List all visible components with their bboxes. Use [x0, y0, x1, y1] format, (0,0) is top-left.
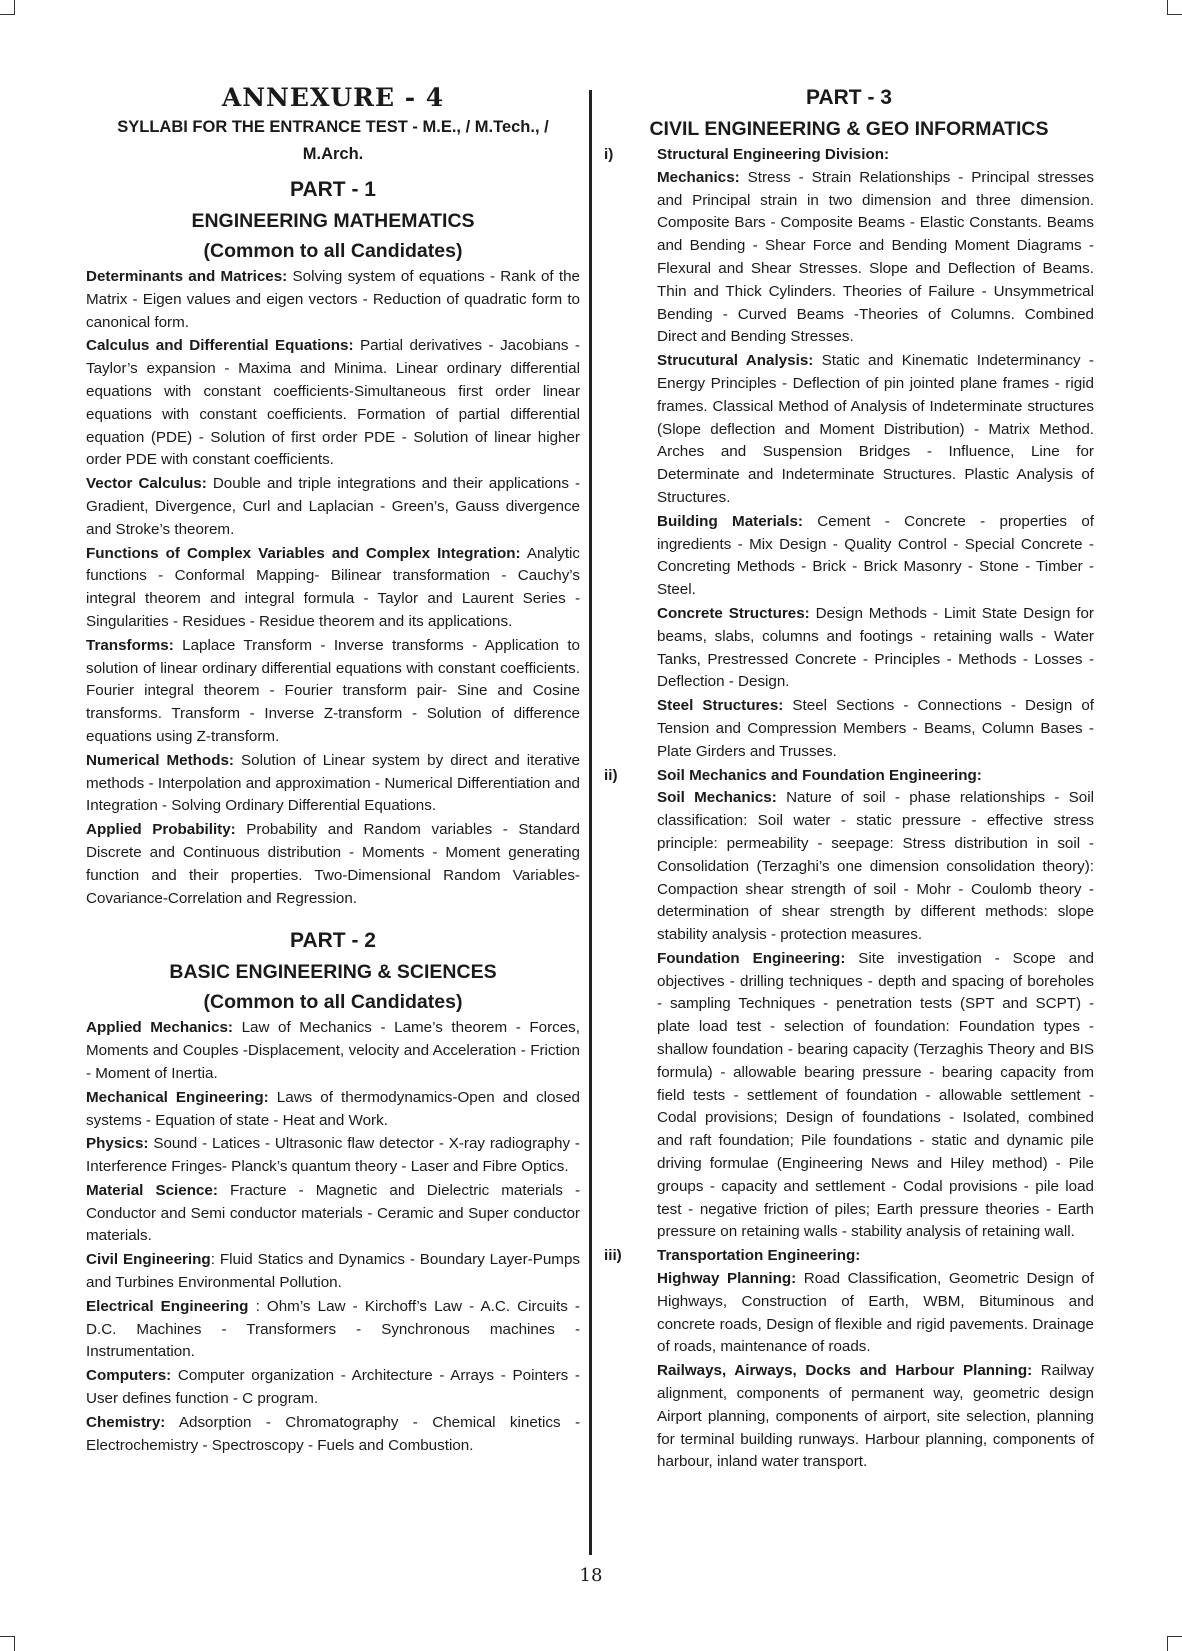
- topic-paragraph: [86, 1133, 580, 1179]
- division-header: [604, 765, 1094, 788]
- part2-note: (Common to all Candidates): [203, 991, 463, 1014]
- topic-text: Road Classification, Geometric Design of Highways, Construction of Earth, WBM, Bituminous and concrete roads, Design of flexible and rigid pavements. Drainage of roads, maintenance of roads.: [657, 1270, 1094, 1356]
- topic-paragraph: [657, 603, 1094, 694]
- topic-label: Applied Probability:: [86, 821, 236, 839]
- topic-paragraph: [86, 819, 580, 910]
- topic-text: Design Methods - Limit State Design for beams, slabs, columns and footings - retaining walls - Water Tanks, Prestressed Concrete - Principles - Methods - Losses - Deflection - Design.: [657, 604, 1094, 691]
- topic-paragraph: [657, 695, 1094, 763]
- topic-paragraph: [86, 543, 580, 634]
- topic-text: Static and Kinematic Indeterminancy - Energy Principles - Deflection of pin jointed plane frames - rigid frames. Classical Method of Analysis of Indeterminate structures (Slope deflection and Moment Distribution) - Matrix Method. Arches and Suspension Bridges - Influence, Line for Determinate and Indeterminate Structures. Plastic Analysis of Structures.: [657, 352, 1094, 506]
- topic-text: : Fluid Statics and Dynamics - Boundary Layer-Pumps and Turbines Environmental Pollution.: [86, 1251, 580, 1292]
- topic-paragraph: [86, 1365, 580, 1411]
- crop-mark-top-right: [1167, 0, 1182, 15]
- topic-text: Solution of Linear system by direct and iterative methods - Interpolation and approximation - Numerical Differentiation and Integration - Solving Ordinary Differential Equations.: [86, 751, 580, 815]
- part1-heading: ENGINEERING MATHEMATICS: [191, 210, 475, 232]
- syllabus-subtitle: SYLLABI FOR THE ENTRANCE TEST - M.E., / M.Tech., / M.Arch.: [117, 118, 549, 163]
- topic-paragraph: [657, 1268, 1094, 1359]
- topic-label: Civil Engineering: [86, 1251, 211, 1269]
- topic-text: Fracture - Magnetic and Dielectric materials - Conductor and Semi conductor materials - Ceramic and Super conductor materials.: [86, 1181, 580, 1245]
- topic-paragraph: [86, 266, 580, 334]
- part2-title: PART - 2: [290, 929, 376, 953]
- column-divider: [589, 90, 592, 1555]
- topic-text: Nature of soil - phase relationships - Soil classification: Soil water - static pressure - effective stress principle: permeability - seepage: Stress distribution in soil - Consolidation (Terzaghi’s one dimension consolidation theory): Compaction shear strength of soil - Mohr - Coulomb theory - determination of shear strength by different methods: slope stability analysis - protection measures.: [657, 789, 1094, 944]
- topic-label: Strucutural Analysis:: [657, 352, 814, 370]
- topic-label: Mechanics:: [657, 168, 740, 186]
- topic-paragraph: [86, 750, 580, 818]
- topic-paragraph: [86, 1017, 580, 1085]
- topic-text: Railway alignment, components of permanent way, geometric design Airport planning, components of airport, site selection, planning for terminal building runways. Harbour planning, components of harbour, inland water transport.: [657, 1362, 1094, 1471]
- topic-label: Computers:: [86, 1367, 172, 1385]
- topic-paragraph: [86, 1296, 580, 1364]
- topic-label: Transforms:: [86, 636, 174, 654]
- crop-mark-bottom-right: [1167, 1636, 1182, 1651]
- topic-text: Computer organization - Architecture - Arrays - Pointers - User defines function - C program.: [86, 1367, 580, 1408]
- topic-paragraph: [86, 1087, 580, 1133]
- topic-text: Analytic functions - Conformal Mapping- Bilinear transformation - Cauchy’s integral theorem and integral formula - Taylor and Laurent Series - Singularities - Residues - Residue theorem and its applications.: [86, 544, 581, 630]
- topic-text: Laws of thermodynamics-Open and closed systems - Equation of state - Heat and Work.: [86, 1088, 580, 1129]
- topic-text: Law of Mechanics - Lame’s theorem - Forces, Moments and Couples -Displacement, velocity and Acceleration - Friction - Moment of Inertia.: [86, 1019, 580, 1082]
- division-header: [604, 144, 1094, 167]
- topic-text: Stress - Strain Relationships - Principal stresses and Principal strain in two dimension and three dimension. Composite Bars - Composite Beams - Elastic Constants. Beams and Bending - Shear Force and Bending Moment Diagrams - Flexural and Shear Stresses. Slope and Deflection of Beams. Thin and Thick Cylinders. Theories of Failure - Unsymmetrical Bending - Curved Beams -Theories of Columns. Combined Direct and Bending Stresses.: [657, 168, 1094, 346]
- topic-text: Sound - Latices - Ultrasonic flaw detector - X-ray radiography - Interference Fringes- Planck’s quantum theory - Laser and Fibre Optics.: [86, 1135, 580, 1176]
- topic-label: Concrete Structures:: [657, 604, 810, 622]
- topic-text: Probability and Random variables - Standard Discrete and Continuous distribution - Moments - Moment generating function and their properties. Two-Dimensional Random Variables-Covariance-Correlation and Regression.: [86, 821, 580, 907]
- topic-paragraph: [657, 511, 1094, 602]
- topic-text: Cement - Concrete - properties of ingredients - Mix Design - Quality Control - Special Concrete - Concreting Methods - Brick - Brick Masonry - Stone - Timber - Steel.: [657, 512, 1094, 599]
- division-number: iii): [604, 1247, 622, 1265]
- part3-heading: CIVIL ENGINEERING & GEO INFORMATICS: [649, 118, 1049, 140]
- topic-label: Railways, Airways, Docks and Harbour Planning:: [657, 1362, 1033, 1380]
- topic-paragraph: [86, 1180, 580, 1248]
- topic-label: Foundation Engineering:: [657, 949, 846, 967]
- topic-label: Applied Mechanics:: [86, 1019, 233, 1037]
- topic-paragraph: [86, 1249, 580, 1295]
- crop-mark-top-left: [0, 0, 15, 15]
- topic-label: Soil Mechanics:: [657, 789, 777, 807]
- part3-title: PART - 3: [806, 86, 892, 109]
- topic-paragraph: [657, 1360, 1094, 1474]
- topic-label: Calculus and Differential Equations:: [86, 337, 354, 355]
- topic-paragraph: [86, 635, 580, 749]
- topic-paragraph: [657, 167, 1094, 349]
- topic-label: Chemistry:: [86, 1413, 166, 1431]
- division-title: Structural Engineering Division:: [657, 146, 890, 163]
- topic-text: Laplace Transform - Inverse transforms - Application to solution of linear ordinary differential equations with constant coefficients. Fourier integral theorem - Fourier transform pair- Sine and Cosine transforms. Transform - Inverse Z-transform - Solution of difference equations using Z-transform.: [86, 636, 580, 745]
- topic-paragraph: [86, 473, 580, 541]
- topic-paragraph: [86, 1412, 580, 1458]
- left-column: [86, 82, 580, 1458]
- topic-label: Functions of Complex Variables and Complex Integration:: [86, 544, 521, 562]
- division-title: Transportation Engineering:: [657, 1247, 861, 1265]
- topic-label: Determinants and Matrices:: [86, 268, 288, 285]
- page-number: 18: [579, 1565, 603, 1586]
- division-number: ii): [604, 766, 618, 784]
- topic-paragraph: [657, 787, 1094, 947]
- topic-label: Material Science:: [86, 1181, 218, 1199]
- division-header: [604, 1245, 1094, 1268]
- topic-label: Building Materials:: [657, 512, 803, 530]
- topic-label: Mechanical Engineering:: [86, 1088, 269, 1106]
- topic-label: Steel Structures:: [657, 697, 784, 715]
- topic-label: Numerical Methods:: [86, 751, 234, 769]
- topic-text: : Ohm’s Law - Kirchoff’s Law - A.C. Circuits - D.C. Machines - Transformers - Synchronous machines - Instrumentation.: [86, 1297, 580, 1361]
- topic-label: Vector Calculus:: [86, 475, 207, 493]
- division-title: Soil Mechanics and Foundation Engineering:: [657, 766, 982, 784]
- part2-heading: BASIC ENGINEERING & SCIENCES: [169, 961, 497, 984]
- topic-paragraph: [657, 350, 1094, 510]
- topic-label: Physics:: [86, 1135, 149, 1153]
- annexure-title: ANNEXURE - 4: [221, 83, 445, 112]
- division-number: i): [604, 146, 614, 163]
- topic-paragraph: [86, 335, 580, 472]
- topic-paragraph: [657, 948, 1094, 1244]
- topic-label: Highway Planning:: [657, 1270, 797, 1288]
- part1-note: (Common to all Candidates): [203, 240, 463, 262]
- topic-text: Solving system of equations - Rank of the Matrix - Eigen values and eigen vectors - Reduction of quadratic form to canonical form.: [86, 268, 580, 331]
- topic-text: Double and triple integrations and their applications - Gradient, Divergence, Curl and Laplacian - Green’s, Gauss divergence and Stroke’s theorem.: [86, 475, 580, 538]
- crop-mark-bottom-left: [0, 1636, 15, 1651]
- topic-text: Steel Sections - Connections - Design of Tension and Compression Members - Beams, Column Bases - Plate Girders and Trusses.: [657, 697, 1094, 760]
- right-column: [604, 82, 1094, 1475]
- topic-text: Site investigation - Scope and objectives - drilling techniques - depth and spacing of boreholes - sampling Techniques - penetration tests (SPT and SCPT) - plate load test - selection of foundation: Foundation types - shallow foundation - bearing capacity (Terzaghis Theory and BIS formula) - allowable bearing pressure - bearing capacity from field tests - settlement of foundation - allowable settlement - Codal provisions; Design of foundations - Isolated, combined and raft foundation; Pile foundations - static and dynamic pile driving formulae (Engineering News and Hiley method) - Pile groups - capacity and settlement - Codal provisions - pile load test - negative friction of piles; Earth pressure theories - Earth pressure on retaining walls - stability analysis of retaining wall.: [657, 949, 1094, 1241]
- part1-title: PART - 1: [290, 178, 376, 201]
- topic-text: Partial derivatives - Jacobians - Taylor’s expansion - Maxima and Minima. Linear ordinary differential equations with constant coefficients-Simultaneous first order linear equations with constant coefficients. Formation of partial differential equation (PDE) - Solution of first order PDE - Solution of linear higher order PDE with constant coefficients.: [86, 337, 580, 469]
- topic-label: Electrical Engineering: [86, 1297, 249, 1315]
- topic-text: Adsorption - Chromatography - Chemical kinetics - Electrochemistry - Spectroscopy - Fuels and Combustion.: [86, 1413, 580, 1454]
- section-gap: [86, 911, 580, 925]
